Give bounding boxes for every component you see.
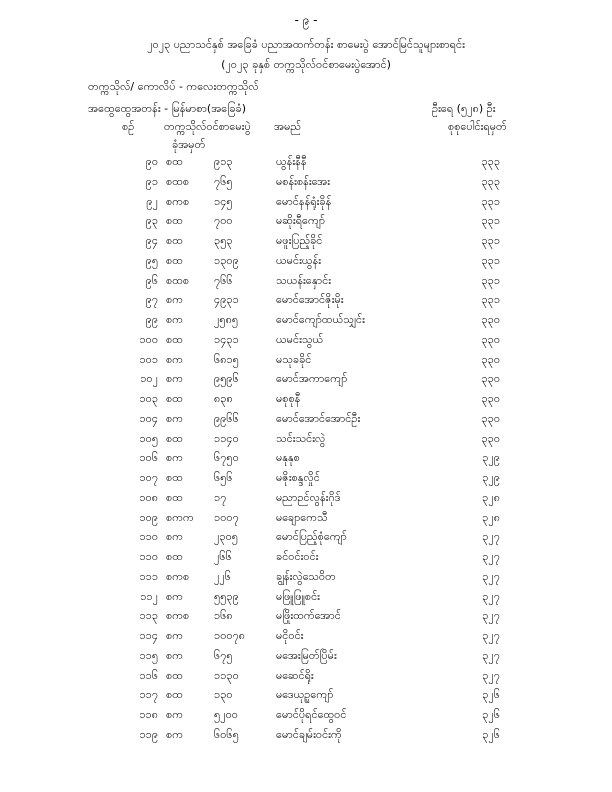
row-number: ၁၁၀: [139, 530, 158, 544]
table-row: [0, 508, 612, 528]
table-row: [0, 666, 612, 686]
table-row: [0, 626, 612, 646]
roll-prefix: စက: [166, 727, 183, 741]
roll-number: ၁၇: [214, 490, 227, 504]
roll-prefix: စထ: [166, 332, 183, 346]
total-marks: ၃၂၈: [482, 490, 500, 504]
roll-number: ၂၆၆: [214, 550, 232, 563]
student-name: မစန်းစန်းအေး: [276, 174, 331, 188]
table-row: [0, 587, 612, 607]
row-number: ၉၂: [146, 194, 158, 208]
student-name: ယမင်းယွန်း: [276, 253, 322, 267]
row-number: ၉၉: [145, 313, 158, 326]
roll-prefix: စကက: [166, 510, 194, 524]
student-name: မနုနုစ: [276, 451, 300, 465]
roll-prefix: စထစ: [166, 273, 190, 287]
table-row: [0, 192, 612, 212]
table-row: [0, 290, 612, 310]
total-marks: ၃၂၇: [482, 648, 500, 662]
roll-number: ၉၁၃: [214, 155, 233, 168]
total-marks: ၃၃၀: [481, 431, 500, 445]
total-marks: ၃၂၇: [482, 668, 500, 682]
total-marks: ၃၃၁: [481, 273, 500, 287]
student-name: ခင်ဝင်းဝင်း: [276, 550, 319, 563]
total-marks: ၃၃၀: [481, 352, 500, 366]
total-marks: ၃၂၆: [482, 727, 500, 741]
table-row: [0, 527, 612, 547]
row-number: ၁၁၃: [139, 609, 158, 623]
row-number: ၉၅: [145, 253, 158, 267]
row-number: ၁၀၇: [139, 471, 158, 484]
total-marks: ၃၃၁: [481, 253, 500, 267]
results-list: [0, 152, 612, 745]
total-marks: ၃၃၀: [481, 332, 500, 346]
total-marks: ၃၃၃: [481, 174, 500, 188]
roll-number: ၁၆၈: [214, 609, 233, 623]
table-row: [0, 369, 612, 389]
roll-prefix: စက: [166, 530, 183, 544]
student-name: ယမင်းသွယ်: [276, 332, 324, 346]
roll-number: ၁၀၀၇၈: [214, 629, 246, 642]
document-title: ၂၀၂၃ ပညာသင်နှစ် အခြေခံ ပညာအထက်တန်း စာမေးပွဲ အောင်မြင်သူများစာရင်း: [147, 38, 465, 51]
total-marks: ၃၃၀: [481, 392, 500, 405]
row-number: ၁၁၆: [139, 668, 158, 682]
total-count-label: ဦးရေ (၅၂၈) ဦး: [432, 102, 496, 115]
student-name: မောင်အောင်ဇိုးမိုး: [276, 293, 344, 307]
total-marks: ၃၂၇: [482, 550, 500, 563]
total-marks: ၃၂၆: [482, 688, 500, 702]
student-name: မဖူးပြည့်ခိုင်: [276, 234, 323, 247]
total-marks: ၃၃၀: [481, 313, 500, 326]
student-name: သင်းသင်းလွဲ: [276, 431, 326, 445]
table-row: [0, 685, 612, 705]
student-name: မဆိုးရီကျော်: [276, 214, 326, 228]
column-header-name: အမည်: [274, 120, 302, 133]
roll-number: ၆၅၆: [214, 471, 233, 484]
row-number: ၁၀၈: [139, 490, 158, 504]
roll-number: ၁၃၀၉: [214, 253, 239, 267]
total-marks: ၃၂၉: [482, 451, 500, 465]
row-number: ၁၁၄: [139, 629, 158, 642]
roll-number: ၅၅၃၉: [214, 589, 239, 603]
roll-number: ၆၇၅၀: [214, 451, 239, 465]
table-row: [0, 646, 612, 666]
roll-prefix: စက: [166, 293, 183, 307]
student-name: မသုခခိုင်: [276, 352, 312, 366]
row-number: ၁၀၄: [139, 411, 158, 425]
table-row: [0, 705, 612, 725]
student-name: မောင်ပိုရင်ထွေဝင်: [276, 708, 347, 721]
roll-number: ၁၀၀၇: [214, 510, 239, 524]
roll-number: ၉၅၉၆: [214, 372, 239, 386]
total-marks: ၃၃၁: [481, 293, 500, 307]
roll-number: ၉၉၆၆: [214, 411, 239, 425]
document-subtitle: (၂၀၂၃ ခုနှစ် တက္ကသိုလ်ဝင်စာမေးပွဲအောင်): [221, 58, 391, 71]
total-marks: ၃၃၁: [481, 214, 500, 228]
roll-prefix: စက: [166, 451, 183, 465]
row-number: ၉၄: [145, 234, 158, 247]
roll-number: ၂၅၈၅: [214, 313, 239, 326]
roll-prefix: စက: [166, 411, 183, 425]
column-header-roll: တက္ကသိုလ်ဝင်စာမေးပွဲ: [164, 120, 251, 133]
roll-number: ၆၇၅: [214, 648, 233, 662]
total-marks: ၃၃၁: [481, 194, 500, 208]
student-name: မဖြိုးထက်အောင်: [276, 609, 341, 623]
roll-prefix: စထ: [166, 253, 183, 267]
roll-prefix: စထ: [166, 471, 183, 484]
student-name: မောင်အောင်အောင်ဦး: [276, 411, 361, 425]
student-name: ယွန်းနီနီ: [276, 155, 307, 168]
student-name: မောင်ကျော်ထယ်သျှင်း: [276, 313, 365, 326]
row-number: ၁၀၂: [140, 372, 158, 386]
region-label: တက္ကသိုလ်/ ကောလိပ် - ကလေးတက္ကသိုလ်: [88, 80, 259, 93]
roll-prefix: စက: [166, 352, 183, 366]
student-name: မောင်ပြည့်စုံကျော်: [276, 530, 347, 544]
total-marks: ၃၂၇: [482, 609, 500, 623]
roll-prefix: စထ: [166, 234, 183, 247]
row-number: ၁၁၁: [139, 569, 158, 583]
column-header-no: စဉ်: [122, 120, 135, 133]
student-name: မဆေင်ရိုး: [276, 668, 314, 682]
total-marks: ၃၂၈: [482, 510, 500, 524]
table-row: [0, 271, 612, 291]
total-marks: ၃၂၆: [482, 708, 500, 721]
total-marks: ၃၃၀: [481, 411, 500, 425]
table-row: [0, 725, 612, 745]
roll-number: ၁၃၀: [214, 688, 233, 702]
school-label: အထွေထွေအတန်း - မြန်မာစာ(အခြေခံ): [88, 102, 247, 115]
student-name: မောင်နန်ရုံးခိုန်: [276, 194, 332, 208]
student-name: မဒေယုဉ္ပကျော်: [276, 688, 334, 702]
row-number: ၁၁၉: [139, 727, 158, 741]
roll-prefix: စက: [166, 313, 183, 326]
student-name: မချောကေသီ: [276, 510, 328, 524]
total-marks: ၃၂၇: [482, 569, 500, 583]
roll-prefix: စက: [166, 648, 183, 662]
row-number: ၁၀၁: [139, 352, 158, 366]
roll-number: ၆၈၁၅: [214, 352, 239, 366]
table-row: [0, 231, 612, 251]
total-marks: ၃၃၃: [481, 155, 500, 168]
row-number: ၉၀: [145, 155, 158, 168]
student-name: မအေးမြတ်ပြိမ်း: [276, 648, 337, 662]
table-row: [0, 468, 612, 488]
roll-prefix: စကစ: [166, 569, 190, 583]
roll-prefix: စက: [166, 589, 183, 603]
row-number: ၁၀၅: [139, 431, 158, 445]
roll-number: ၁၁၃၀: [214, 668, 239, 682]
table-row: [0, 152, 612, 172]
table-row: [0, 547, 612, 567]
table-row: [0, 567, 612, 587]
roll-number: ၇၆၆: [214, 273, 233, 287]
student-name: မညာဉင်လွန်းဂိုဒ်: [276, 490, 341, 504]
roll-number: ၁၄၅: [214, 194, 233, 208]
roll-number: ၆၀၆၅: [214, 727, 239, 741]
roll-number: ၂၃၀၅: [214, 530, 238, 544]
page-number: - ၉ -: [294, 13, 318, 27]
total-marks: ၃၂၇: [482, 530, 500, 544]
row-number: ၁၀၆: [139, 451, 158, 465]
roll-number: ၄၉၃၁: [214, 293, 239, 307]
roll-prefix: စက: [166, 372, 183, 386]
table-row: [0, 350, 612, 370]
roll-number: ၇၆၅: [214, 174, 233, 188]
roll-number: ၇၀၀: [214, 214, 233, 228]
table-row: [0, 251, 612, 271]
row-number: ၁၀၃: [139, 392, 158, 405]
roll-prefix: စက: [166, 629, 183, 642]
column-header-roll-sub: ခုံအမှတ်: [172, 138, 206, 151]
table-row: [0, 172, 612, 192]
row-number: ၁၁၂: [140, 589, 158, 603]
roll-number: ၁၄၃၁: [214, 332, 239, 346]
row-number: ၁၁၈: [139, 708, 158, 721]
roll-number: ၅၂၀၀: [214, 708, 238, 721]
student-name: ချွန်းလွဲသေဝိတ: [276, 569, 336, 583]
roll-number: ၂၂၆: [214, 569, 231, 583]
table-row: [0, 330, 612, 350]
roll-prefix: စထ: [166, 214, 183, 228]
roll-number: ၃၅၃: [214, 234, 233, 247]
total-marks: ၃၃၁: [481, 234, 500, 247]
total-marks: ၃၂၉: [482, 471, 500, 484]
table-row: [0, 448, 612, 468]
roll-prefix: စထ: [166, 668, 183, 682]
total-marks: ၃၂၇: [482, 589, 500, 603]
student-name: သယန်းနှောင်း: [276, 273, 332, 287]
row-number: ၉၃: [145, 214, 158, 228]
student-name: မဖြူဖြူစင်း: [276, 589, 320, 603]
row-number: ၁၁၀: [139, 550, 158, 563]
roll-prefix: စကစ: [166, 609, 190, 623]
roll-prefix: စကစ: [166, 194, 190, 208]
table-row: [0, 606, 612, 626]
table-row: [0, 488, 612, 508]
student-name: မငိုဝင်း: [276, 629, 304, 642]
column-header-marks: စုစုပေါင်းရမှတ်: [448, 120, 507, 133]
roll-prefix: စထ: [166, 431, 183, 445]
student-name: မောင်ချမ်းဝင်းကို: [276, 727, 342, 741]
student-name: မဇိုးစန္ဒလှိုင်: [276, 471, 320, 484]
roll-prefix: စက: [166, 708, 183, 721]
roll-number: ၁၁၄၀: [214, 431, 239, 445]
row-number: ၁၀၉: [139, 510, 158, 524]
table-row: [0, 310, 612, 330]
roll-prefix: စထ: [166, 550, 183, 563]
roll-prefix: စထစ: [166, 174, 190, 188]
row-number: ၉၁: [145, 174, 158, 188]
row-number: ၉၇: [145, 293, 158, 307]
roll-prefix: စထ: [166, 155, 183, 168]
row-number: ၉၆: [145, 273, 158, 287]
roll-prefix: စထ: [166, 688, 183, 702]
total-marks: ၃၃၀: [481, 372, 500, 386]
table-row: [0, 409, 612, 429]
row-number: ၁၀၀: [139, 332, 158, 346]
table-row: [0, 211, 612, 231]
student-name: မစုစုနီ: [276, 392, 301, 405]
row-number: ၁၁၅: [139, 648, 158, 662]
student-name: မောင်အကာကျော်: [276, 372, 348, 386]
roll-prefix: စထ: [166, 490, 183, 504]
roll-number: ၈၃၈: [214, 392, 233, 405]
table-row: [0, 429, 612, 449]
row-number: ၁၁၇: [139, 688, 158, 702]
total-marks: ၃၂၇: [482, 629, 500, 642]
table-row: [0, 389, 612, 409]
roll-prefix: စထ: [166, 392, 183, 405]
